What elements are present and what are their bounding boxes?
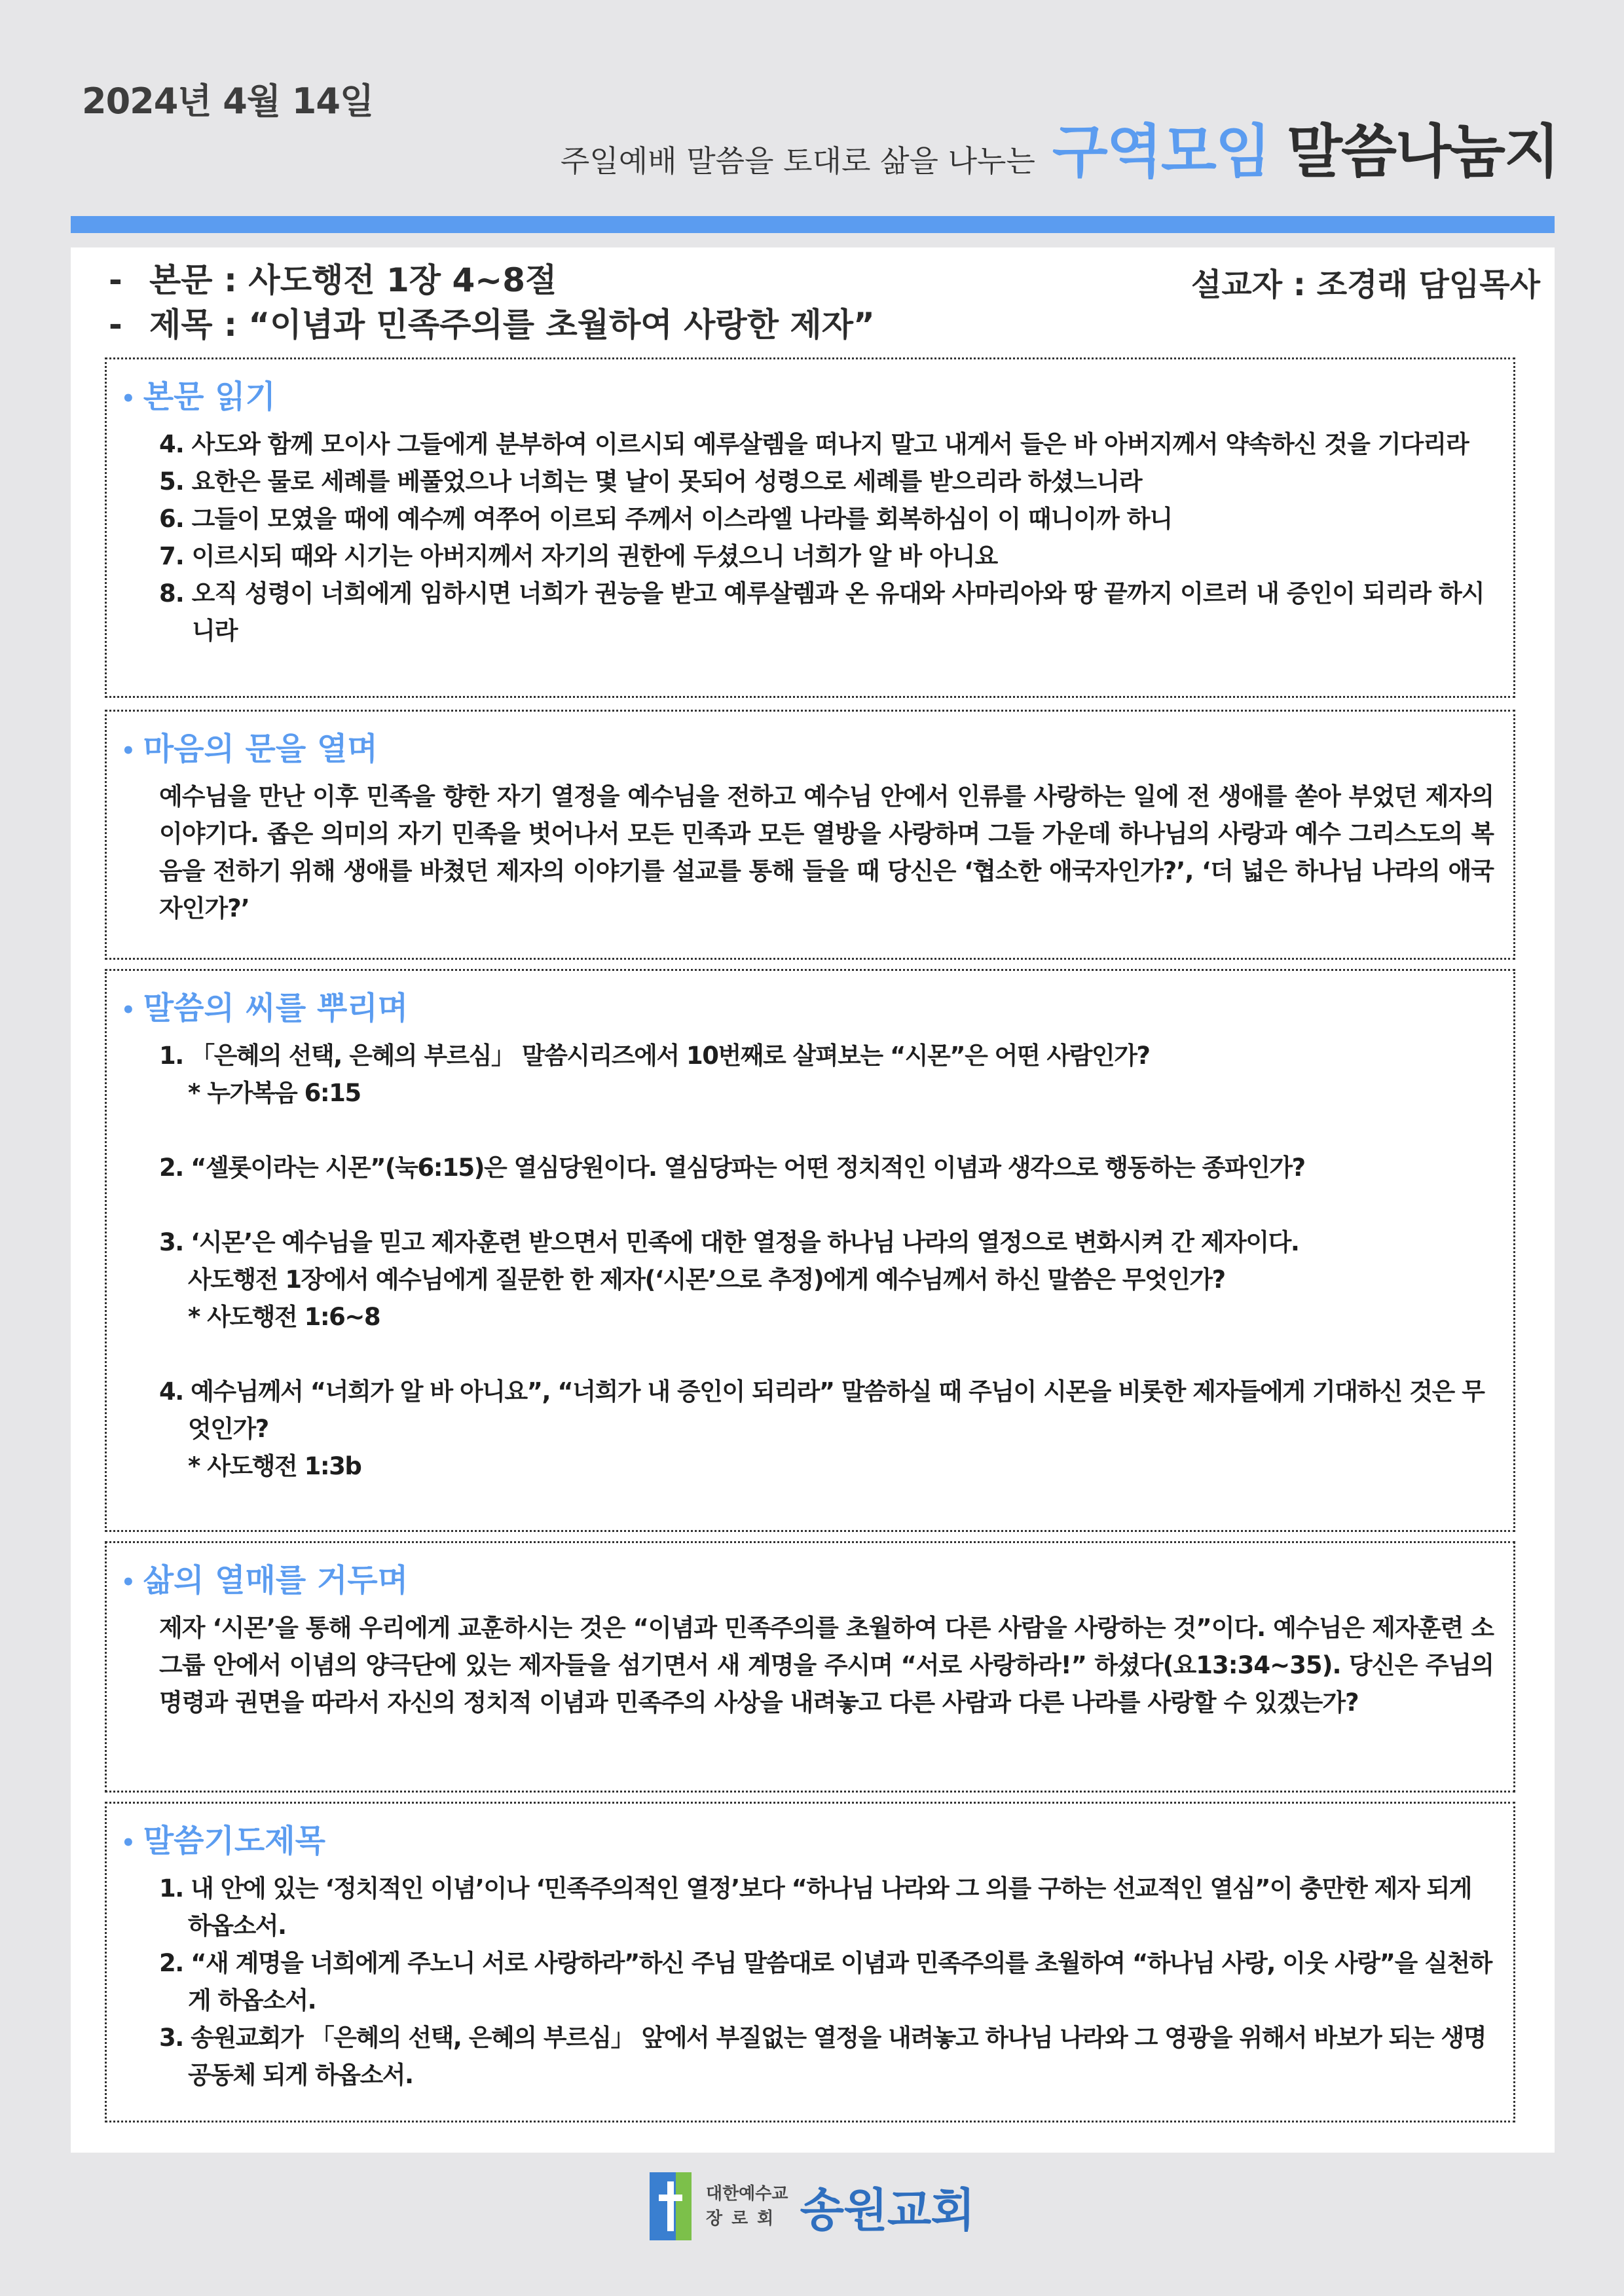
question-item — [159, 1149, 1494, 1224]
verse-item: 4. 사도와 함께 모이사 그들에게 분부하여 이르시되 예루살렘을 떠나지 말고 내게서 들은 바 아버지께서 약속하신 것을 기다리라 — [159, 430, 1469, 458]
bullet-dot-icon: • — [121, 1569, 136, 1595]
bullet-dot-icon: • — [121, 738, 136, 764]
section-heading — [121, 983, 1494, 1028]
date: 2024년 4월 14일 — [82, 81, 374, 122]
church-name: 송원교회 — [800, 2183, 975, 2237]
bullet-dot-icon: • — [121, 386, 136, 412]
fruit-section — [105, 1541, 1515, 1793]
verse-item: 6. 그들이 모였을 때에 예수께 여쭈어 이르되 주께서 이스라엘 나라를 회복하심이 이 때니이까 하니 — [159, 505, 1173, 533]
content-sheet — [71, 247, 1555, 2153]
header-divider — [71, 216, 1555, 233]
title-main: 말씀나눔지 — [1286, 118, 1559, 185]
seeds-section — [105, 969, 1515, 1532]
scripture-text: 본문 : 사도행전 1장 4~8절 — [149, 261, 557, 299]
title-accent: 구역모임 — [1052, 118, 1270, 185]
dash-marker: - — [109, 261, 122, 299]
question-item — [159, 1037, 1494, 1149]
prayer-list — [121, 1870, 1494, 2094]
section-heading-text: 말씀의 씨를 뿌리며 — [143, 990, 409, 1027]
section-heading-text: 말씀기도제목 — [143, 1823, 325, 1859]
prayer-item: 2. “새 계명을 너희에게 주노니 서로 사랑하라”하신 주님 말씀대로 이념과 민족주의를 초월하여 “하나님 사랑, 이웃 사랑”을 실천하게 하옵소서. — [159, 1949, 1492, 2014]
question-reference: * 사도행전 1:3b — [188, 1452, 361, 1480]
cross-logo-icon — [650, 2172, 692, 2240]
bullet-dot-icon: • — [121, 1830, 136, 1856]
section-paragraph: 예수님을 만난 이후 민족을 향한 자기 열정을 예수님을 전하고 예수님 안에서 인류를 사랑하는 일에 전 생애를 쏟아 부었던 제자의 이야기다. 좁은 의미의 자기 민족을 벗어나서 모든 민족과 모든 열방을 사랑하며 그들 가운데 하나님의 사랑과 예수 그리스도의 복음을 전하기 위해 생애를 바쳤던 제자의 이야기를 설교를 통해 들을 때 당신은 ‘협소한 애국자인가?’, ‘더 넓은 하나님 나라의 애국자인가?’ — [159, 782, 1494, 922]
prayer-section — [105, 1802, 1515, 2123]
spacer — [188, 1112, 1494, 1149]
question-text: 2. “셀롯이라는 시몬”(눅6:15)은 열심당원이다. 열심당파는 어떤 정치적인 이념과 생각으로 행동하는 종파인가? — [159, 1154, 1305, 1182]
verse-item: 7. 이르시되 때와 시기는 아버지께서 자기의 권한에 두셨으니 너희가 알 바 아니요 — [159, 542, 998, 570]
section-heading — [121, 723, 1494, 769]
question-item — [159, 1224, 1494, 1373]
verse-item: 5. 요한은 물로 세례를 베풀었으나 너희는 몇 날이 못되어 성령으로 세례를 받으리라 하셨느니라 — [159, 467, 1142, 496]
question-continuation: 사도행전 1장에서 예수님에게 질문한 한 제자(‘시몬’으로 추정)에게 예수님께서 하신 말씀은 무엇인가? — [188, 1266, 1225, 1294]
verse-list — [121, 426, 1494, 649]
spacer — [188, 1336, 1494, 1373]
page-title — [561, 106, 1559, 189]
section-heading-text: 본문 읽기 — [143, 378, 276, 415]
question-list — [121, 1037, 1494, 1485]
question-text: 4. 예수님께서 “너희가 알 바 아니요”, “너희가 내 증인이 되리라” 말씀하실 때 주님이 시몬을 비롯한 제자들에게 기대하신 것은 무엇인가? — [159, 1377, 1485, 1443]
question-reference: * 사도행전 1:6~8 — [188, 1303, 380, 1331]
question-text: 1. 「은혜의 선택, 은혜의 부르심」 말씀시리즈에서 10번째로 살펴보는 “시몬”은 어떤 사람인가? — [159, 1042, 1150, 1070]
open-heart-section — [105, 710, 1515, 960]
question-text: 3. ‘시몬’은 예수님을 믿고 제자훈련 받으면서 민족에 대한 열정을 하나님 나라의 열정으로 변화시켜 간 제자이다. — [159, 1228, 1299, 1256]
verse-item: 8. 오직 성령이 너희에게 임하시면 너희가 권능을 받고 예루살렘과 온 유대와 사마리아와 땅 끝까지 이르러 내 증인이 되리라 하시니라 — [159, 579, 1485, 645]
section-heading — [121, 1815, 1494, 1861]
church-logo — [0, 2160, 1624, 2252]
scripture-line — [109, 254, 557, 301]
prayer-item: 3. 송원교회가 「은혜의 선택, 은혜의 부르심」 앞에서 부질없는 열정을 내려놓고 하나님 나라와 그 영광을 위해서 바보가 되는 생명공동체 되게 하옵소서. — [159, 2024, 1486, 2089]
spacer — [188, 1186, 1494, 1224]
dash-marker: - — [109, 306, 122, 344]
sermon-title-text: 제목 : “이념과 민족주의를 초월하여 사랑한 제자” — [149, 306, 875, 344]
bullet-dot-icon: • — [121, 997, 136, 1023]
section-heading — [121, 1555, 1494, 1600]
denomination-text: 대한예수교 — [705, 2184, 788, 2204]
question-reference: * 누가복음 6:15 — [188, 1079, 361, 1107]
section-paragraph: 제자 ‘시몬’을 통해 우리에게 교훈하시는 것은 “이념과 민족주의를 초월하여 다른 사람을 사랑하는 것”이다. 예수님은 제자훈련 소그룹 안에서 이념의 양극단에 있는 제자들을 섬기면서 새 계명을 주시며 “서로 사랑하라!” 하셨다(요13:34~35). 당신은 주님의 명령과 권면을 따라서 자신의 정치적 이념과 민족주의 사상을 내려놓고 다른 사람과 다른 나라를 사랑할 수 있겠는가? — [159, 1614, 1494, 1717]
section-heading-text: 삶의 열매를 거두며 — [143, 1562, 409, 1599]
preacher: 설교자 : 조경래 담임목사 — [1190, 266, 1540, 303]
section-heading-text: 마음의 문을 열며 — [143, 731, 378, 767]
title-subtitle: 주일예배 말씀을 토대로 삶을 나누는 — [560, 143, 1035, 179]
section-heading — [121, 371, 1494, 416]
logo-denomination — [706, 2181, 788, 2231]
prayer-item: 1. 내 안에 있는 ‘정치적인 이념’이나 ‘민족주의적인 열정’보다 “하나님 나라와 그 의를 구하는 선교적인 열심”이 충만한 제자 되게 하옵소서. — [159, 1874, 1471, 1940]
question-item — [159, 1373, 1494, 1485]
presbyterian-text: 장로회 — [705, 2209, 783, 2229]
sermon-title-line — [109, 299, 875, 346]
reading-section — [105, 357, 1515, 698]
